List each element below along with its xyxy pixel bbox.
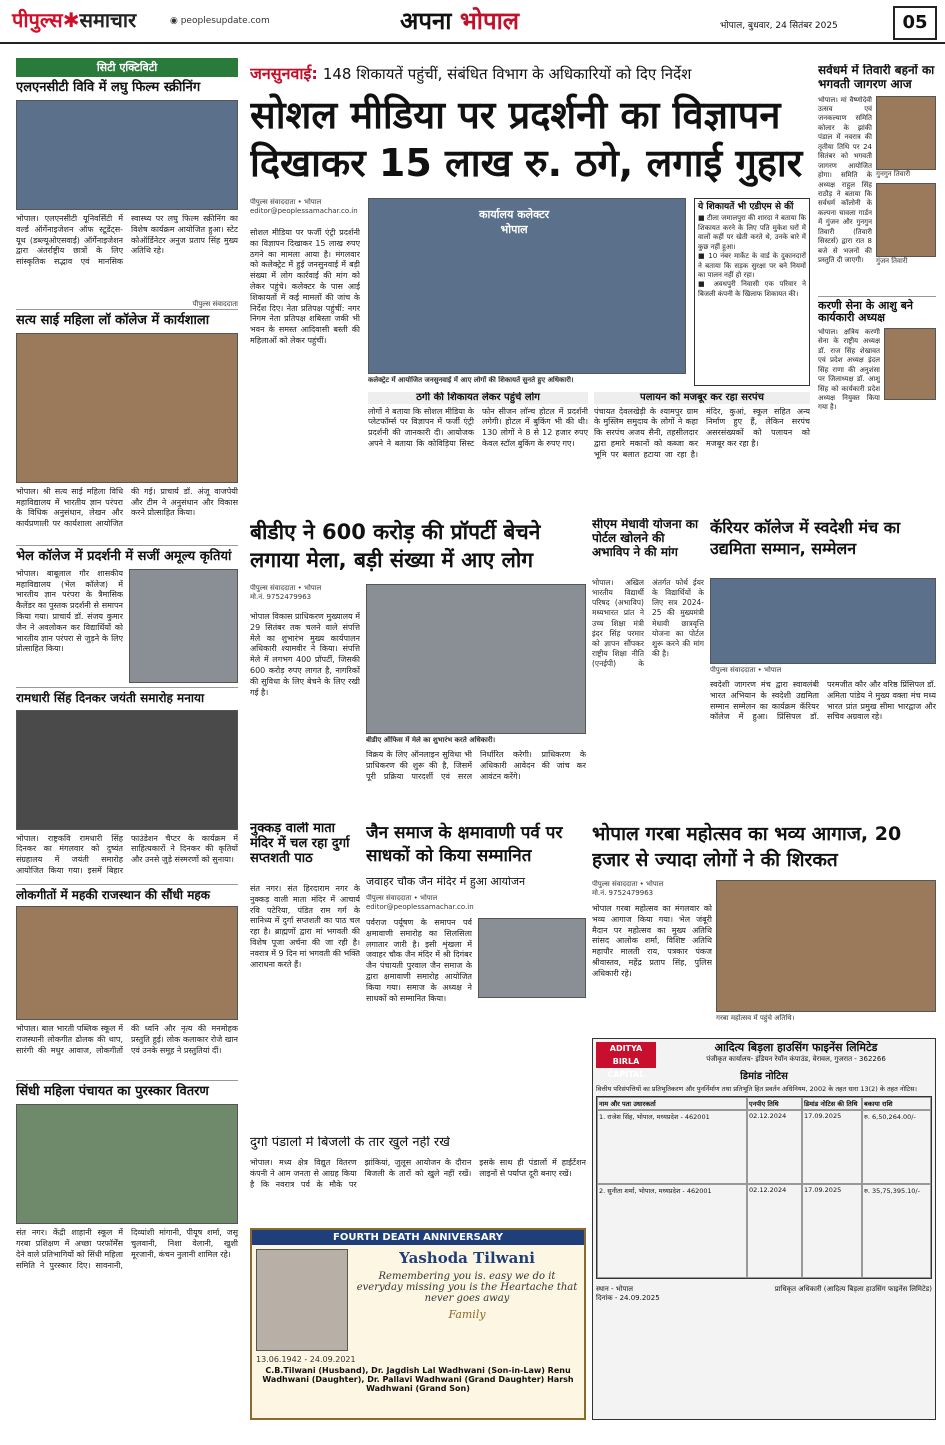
ad-col-head: नाम और पता उधारकर्ता <box>597 1097 747 1110</box>
logo-part-a: पीपुल्स <box>12 8 63 32</box>
jain-subhead: जवाहर चौक जैन मंदिर में हुआ आयोजन <box>366 876 526 888</box>
cm-body: भोपाल। अखिल भारतीय विद्यार्थी परिषद (अभाविप) मध्यभारत प्रांत ने उच्च शिक्षा मंत्री इंदर सिंह परमार को ज्ञापन सौंपकर राष्ट्रीय शिक्षा नीति (एनईपी) के अंतर्गत फोर्थ ईयर के विद्यार्थियों के लिए सत्र 2024-25 की मुख्यमंत्री मेधावी छात्रवृत्ति योजना का पोर्टल शुरू करने की मांग की है। <box>592 578 704 668</box>
anniversary-dates: 13.06.1942 - 24.09.2021 <box>256 1355 356 1364</box>
photo-gunjan <box>876 183 936 257</box>
story-dinkar-body: भोपाल। राष्ट्रकवि रामधारी सिंह दिनकर का मंगलवार को दुष्यंत संग्रहालय में जयंती समारोह आयोजित किया गया। इसमें बिहार फाउंडेशन चैप्टर के कार्यक्रम में साहित्यकारों ने दिनकर की कृतियों और उनसे जुड़े संस्मरणों को सुनाया। <box>16 833 238 875</box>
dateline: भोपाल, बुधवार, 24 सितंबर 2025 <box>720 21 838 31</box>
jain-photo <box>478 918 586 998</box>
sub-thagi-head[interactable]: ठगी की शिकायत लेकर पहुंचे लोग <box>368 392 588 404</box>
lead-kicker-label: जनसुनवाई: <box>250 64 318 83</box>
bda-byline: पीपुल्स संवाददाता • भोपाल <box>250 584 322 592</box>
caption-gunjan: गुंजन तिवारी <box>876 256 908 265</box>
anniversary-title: FOURTH DEATH ANNIVERSARY <box>252 1230 584 1245</box>
story-lnct-body: भोपाल। एलएनसीटी यूनिवर्सिटी में वर्ल्ड ऑर्गेनाइजेशन ऑफ स्टूडेंट्स-यूथ (डब्ल्यूओएसवाई) ऑर्गेनाइजेशन द्वारा अंतर्राष्ट्रीय छात्रों के लिए सांस्कृतिक सद्भाव एवं मानसिक स्वास्थ्य पर लघु फिल्म स्क्रीनिंग का विशेष कार्यक्रम आयोजित हुआ। स्टेट कोऑर्डिनेटर अनुज प्रताप सिंह मुख्य अतिथि रहे। <box>16 213 238 267</box>
globe-icon: ◉ <box>170 16 181 26</box>
anniversary-verse: Remembering you is. easy we do it everyday missing you is the Heartache that never goes away <box>356 1271 578 1304</box>
divider <box>16 1080 238 1081</box>
site-url-text: peoplesupdate.com <box>180 16 270 26</box>
anniversary-family: C.B.Tilwani (Husband), Dr. Jagdish Lal Wadhwani (Son-in-Law) Renu Wadhwani (Daughter), Dr. Pallavi Wadhwani (Grand Daughter) Harsh Wadhwani (Grand Son) <box>262 1366 574 1393</box>
ad-cell: 17.09.2025 <box>802 1184 862 1278</box>
tiwari-photos <box>876 96 936 292</box>
ad-cell: रु. 6,50,264.00/- <box>862 1110 931 1184</box>
photo-ashu <box>884 328 936 400</box>
anniversary-photo <box>256 1249 348 1351</box>
garba-phone: मो.नं. 9752479963 <box>592 889 654 897</box>
story-sindhi-head[interactable]: सिंधी महिला पंचायत का पुरस्कार वितरण <box>16 1084 209 1100</box>
ad-col-head: एनपीए तिथि <box>747 1097 802 1110</box>
collector-sign-b: भोपाल <box>500 223 528 236</box>
masthead <box>0 0 945 44</box>
garba-byline-box <box>592 880 712 902</box>
page-number: 05 <box>893 6 937 40</box>
lead-byline-box <box>250 198 360 226</box>
lead-body: सोशल मीडिया पर फर्जी एंट्री प्रदर्शनी का विज्ञापन दिखाकर 15 लाख रुपए ठगने का मामला आया है। मंगलवार को कलेक्ट्रेट में हुई जनसुनवाई में बड़ी संख्या में लोग कार्रवाई की मांग को लेकर पहुंचे। कलेक्टर के पास आई शिकायतों में कई मामलों की जांच के निर्देश दिए। नेता प्रतिपक्ष पहुंचीं: नगर निगम नेता प्रतिपक्ष शबिस्ता जकी भी भवन के समस्त आदिवासी बस्ती की महिलाओं को लेकर पहुंचीं। <box>250 228 360 345</box>
adm-item: ■ अवधपुरी निवासी एक परिवार ने बिजली कंपनी के खिलाफ शिकायत की। <box>698 280 807 298</box>
lead-kicker <box>250 64 810 88</box>
ad-place-date <box>596 1285 660 1303</box>
karni-head[interactable]: करणी सेना के आशु बने कार्यकारी अध्यक्ष <box>818 298 914 325</box>
story-law-college-head[interactable]: सत्य साई महिला लॉ कॉलेज में कार्यशाला <box>16 312 210 328</box>
newspaper-logo[interactable] <box>12 6 136 33</box>
bda-body2: विक्रय के लिए ऑनलाइन सुविधा भी प्राधिकरण की शुरू की है, जिसमें पूरी प्रक्रिया पारदर्शी एवं सरल निर्धारित करेगी। प्राधिकरण के अधिकारी आवेदन की जांच कर आवंटन करेंगे। <box>366 750 586 781</box>
site-url[interactable] <box>170 16 270 26</box>
logo-part-b: समाचार <box>79 8 137 32</box>
ad-cell: रु. 35,75,395.10/- <box>862 1184 931 1278</box>
logo-star-icon: ✱ <box>62 8 80 32</box>
adm-item: ■ टीला जमालपुरा की शारदा ने बताया कि शिकायत करने के लिए पति मुकेश घरों में वालों कहीं पर खेती करते थे, उनके बारे में कुछ नहीं हुआ। <box>698 214 807 251</box>
collector-sign-a: कार्यालय कलेक्टर <box>479 208 550 221</box>
jain-email: editor@peoplessamachar.co.in <box>366 903 474 911</box>
bda-byline-box <box>250 584 360 610</box>
sub-sarpanch-head[interactable]: पलायन को मजबूर कर रहा सरपंच <box>594 392 810 404</box>
lead-photo <box>368 198 686 374</box>
story-bhel-body: भोपाल। बाबूलाल गौर शासकीय महाविद्यालय (भेल कॉलेज) में भारतीय ज्ञान परंपरा के त्रैमासिक कैलेंडर का पुस्तक प्रदर्शनी से समापन किया गया। प्राचार्य डॉ. संजय कुमार जैन ने अवलोकन कर विद्यार्थियों को भारतीय ज्ञान परंपरा से जुड़ने के लिए प्रोत्साहित किया। <box>16 568 123 654</box>
jain-byline-box <box>366 894 586 916</box>
photo-law-college <box>16 333 238 483</box>
karni-body: भोपाल। क्षत्रिय करणी सेना के राष्ट्रीय अध्यक्ष डॉ. राज सिंह शेखावत एवं प्रदेश अध्यक्ष इंदल सिंह राणा की अनुशंसा पर जिलाध्यक्ष डॉ. आशु सिंह को कार्यकारी प्रदेश अध्यक्ष नियुक्त किया गया है। <box>818 327 880 412</box>
story-sindhi-body: संत नगर। केंद्री शाहानी स्कूल में गरबा प्रशिक्षण में अच्छा परफॉर्मेंस देने वाले प्रतिभागियों को सिंधी महिला समिति ने पुरस्कार दिए। सावनानी, दिव्यांशी मांगानी, पीयूष शर्मा, जसू चुलवानी, निशा वेलानी, खुशी मूरजानी, कंचन नुलानी शामिल रहे। <box>16 1228 238 1270</box>
lead-kicker-text: 148 शिकायतें पहुंचीं, संबंधित विभाग के अधिकारियों को दिए निर्देश <box>322 65 692 83</box>
garba-body: भोपाल गरबा महोत्सव का मंगलवार को भव्य आगाज किया गया। भेल जंबूरी मैदान पर महोत्सव का मुख्य अतिथि सांसद आलोक शर्मा, विशिष्ट अतिथि महापौर मालती राय, पत्रकार पंकज श्रीवास्तव, महेंद्र प्रताप सिंह, पुलिस अधिकारी रहे। <box>592 904 712 978</box>
bda-caption: बीडीए ऑफिस में मेले का शुभारंभ करते अधिकारी। <box>366 736 496 744</box>
bda-phone: मो.नं. 9752479963 <box>250 593 312 601</box>
lead-caption: कलेक्ट्रेट में आयोजित जनसुनवाई में आए लोगों की शिकायतें सुनते हुए अधिकारी। <box>368 376 574 384</box>
ad-date: दिनांक - 24.09.2025 <box>596 1293 660 1302</box>
adm-box-head: ये शिकायतें भी एडीएम से कीं <box>698 202 794 212</box>
ad-col-head: बकाया राशि <box>862 1097 931 1110</box>
jain-headline[interactable]: जैन समाज के क्षमावाणी पर्व पर साधकों को किया सम्मानित <box>366 823 563 866</box>
ad-address: पंजीकृत कार्यालय- इंडियन रेयॉन कंपाउंड, वेरावल, गुजरात - 362266 <box>706 1054 886 1063</box>
tiwari-head[interactable]: सर्वधर्म में तिवारी बहनों का भगवती जागरण आज <box>818 64 935 91</box>
section-title-a: अपना <box>400 7 452 35</box>
ad-place: स्थान - भोपाल <box>596 1284 633 1293</box>
photo-gungun <box>876 96 936 170</box>
section-title-b: भोपाल <box>459 7 520 35</box>
section-title <box>400 4 519 37</box>
ad-text: वित्तीय परिसंपत्तियों का प्रतिभूतिकरण और पुनर्निर्माण तथा प्रतिभूति हित प्रवर्तन अधिनियम, 2002 के तहत धारा 13(2) के तहत नोटिस। <box>596 1084 917 1093</box>
ad-cell: 2. सुनीता शर्मा, भोपाल, मध्यप्रदेश - 462001 <box>597 1184 747 1278</box>
jain-byline: पीपुल्स संवाददाता • भोपाल <box>366 894 438 902</box>
power-headline[interactable]: दुर्गा पंडालों में बिजली के तार खुले नहीं रखें <box>250 1136 450 1150</box>
sub-thagi-body: लोगों ने बताया कि सोशल मीडिया के प्लेटफॉर्म्स पर विज्ञापन में फर्जी एंट्री प्रदर्शनी की जानकारी दी। आयोजक अपने ने बताया कि कोविड़िया सिस्ट फोन सीजन लॉन्च होटल में प्रदर्शनी लगेगी। होटल में बुकिंग भी की थी। 130 लोगों ने 8 से 12 हजार रुपए केवल स्टॉल बुकिंग के रुपए गए। <box>368 406 588 448</box>
adm-box <box>694 198 810 386</box>
power-body: भोपाल। मध्य क्षेत्र विद्युत वितरण कंपनी ने आम जनता से आग्रह किया है कि नवरात्र पर्व के मौके पर झांकियां, जुलूस आयोजन के दौरान बिजली के तारों को खुले नहीं रखें। इसके साथ ही पंडालों में हाईटेंशन लाइनों से पर्याप्त दूरी बनाए रखें। <box>250 1158 586 1189</box>
adm-item-text: अवधपुरी निवासी एक परिवार ने बिजली कंपनी के खिलाफ शिकायत की। <box>698 280 807 298</box>
career-body: स्वदेशी जागरण मंच द्वारा स्वावलंबी भारत अभियान के स्वदेशी उद्यमिता सम्मान सम्मेलन का कार्यक्रम कॅरियर कॉलेज में हुआ। प्रिंसिपल डॉ. परमजीत कौर और वरिष्ठ प्रिंसिपल डॉ. अमिता पांडेय ने मुख्य वक्ता मंच मध्य भारत प्रांत प्रमुख सीमा भारद्वाज और सचिव अग्रवाल रहे। <box>710 680 936 722</box>
story-law-college-body: भोपाल। श्री सत्य साई महिला विधि महाविद्यालय में भारतीय ज्ञान परंपरा के विधिक अनुसंधान, लेखन और कार्यप्रणाली पर कार्यशाला आयोजित की गई। प्राचार्य डॉ. अंजू वाजपेयी और टीम ने अनुसंधान और विकास करने प्रोत्साहित किया। <box>16 486 238 529</box>
adm-item: ■ 10 नंबर मार्केट के वार्ड के दुकानदारों ने बताया कि सड़क सुरक्षा पर बने नियमों का पालन नहीं हो रहा। <box>698 252 806 279</box>
anniversary-family-label: Family <box>448 1308 486 1321</box>
ad-table <box>596 1096 932 1279</box>
photo-sindhi <box>16 1104 238 1224</box>
adm-item-text: 10 नंबर मार्केट के वार्ड के दुकानदारों ने बताया कि सड़क सुरक्षा पर बने नियमों का पालन नहीं हो रहा। <box>698 252 806 279</box>
ad-cell: 02.12.2024 <box>747 1184 802 1278</box>
ad-notice: डिमांड नोटिस <box>740 1071 788 1082</box>
jain-body: पर्वराज पर्यूषण के समापन पर्व क्षमावाणी समारोह का सिलसिला लगातार जारी है। इसी शृंखला में जवाहर चौक जैन मंदिर में श्री दिगंबर जैन पंचायती पुरवाल जैन समाज के द्वारा क्षमावाणी समारोह आयोजित किया गया। समाज के अध्यक्ष ने साधकों को सम्मानित किया। <box>366 918 472 1003</box>
garba-photo <box>716 880 936 1012</box>
photo-bhel <box>129 569 238 683</box>
aditya-birla-ad <box>592 1038 936 1420</box>
garba-byline: पीपुल्स संवाददाता • भोपाल <box>592 880 664 888</box>
story-bhel-wrap <box>16 569 238 683</box>
divider <box>16 884 238 885</box>
right-column <box>818 64 936 510</box>
collector-sign <box>479 207 549 237</box>
ad-footer <box>596 1285 932 1303</box>
city-activity-tag: सिटी एक्टिविटी <box>16 58 238 77</box>
divider <box>818 296 936 297</box>
anniversary-name: Yashoda Tilwani <box>399 1249 535 1267</box>
story-bhel-head[interactable]: भेल कॉलेज में प्रदर्शनी में सजीं अमूल्य कृतियां <box>16 548 232 564</box>
divider <box>16 309 238 310</box>
bda-photo <box>366 584 586 734</box>
story-folk-body: भोपाल। बाल भारती पब्लिक स्कूल में राजस्थानी लोकगीत ढोलक की थाप, सारंगी की मधुर आवाज, लोकगीतों की ध्वनि और नृत्य की मनमोहक प्रस्तुति हुई। लोक कलाकार रोजे खान एवं उनके समूह ने प्रस्तुतियां दीं। <box>16 1024 238 1055</box>
anniversary-text <box>354 1249 580 1351</box>
bda-headline[interactable]: बीडीए ने 600 करोड़ की प्रॉपर्टी बेचने लगाया मेला, बड़ी संख्या में आए लोग <box>250 520 541 573</box>
ad-sign: प्राधिकृत अधिकारी (आदित्य बिड़ला हाउसिंग फाइनेंस लिमिटेड) <box>774 1284 932 1293</box>
story-folk-head[interactable]: लोकगीतों में महकी राजस्थान की सौंधी महक <box>16 887 210 902</box>
garba-caption: गरबा महोत्सव में पहुंचे अतिथि। <box>716 1014 795 1022</box>
career-photo <box>710 578 936 664</box>
ad-cell: 1. राजेश सिंह, भोपाल, मध्यप्रदेश - 462001 <box>597 1110 747 1184</box>
career-byline: पीपुल्स संवाददाता • भोपाल <box>710 666 782 674</box>
divider <box>16 545 238 546</box>
sub-sarpanch <box>594 392 810 512</box>
career-headline[interactable]: कॅरियर कॉलेज में स्वदेशी मंच का उद्यमिता सम्मान, सम्मेलन <box>710 518 901 558</box>
tiwari-body: भोपाल। मां वैष्णोदेवी उत्सव एवं जनकल्याण समिति कोलार के झांकी पंडाल में नवरात्र की तृतीया तिथि पर 24 सितंबर को भगवती जागरण आयोजित होगा। समिति के अध्यक्ष राहुल सिंह राठौड़ ने बताया कि सर्वधर्म कॉलोनी के कल्पना चावला गार्डन में गुंजन और गुनगुन तिवारी (तिवारी सिस्टर्स) द्वारा रात 8 बजे से भजनों की प्रस्तुति दी जाएगी। <box>818 95 872 265</box>
navdurga-headline[interactable]: नुक्कड़ वाली माता मंदिर में चल रहा दुर्गा सप्तशती पाठ <box>250 822 350 866</box>
lead-byline: पीपुल्स संवाददाता • भोपाल <box>250 198 322 206</box>
caption-gungun: गुनगुन तिवारी <box>876 169 911 178</box>
lead-headline[interactable]: सोशल मीडिया पर प्रदर्शनी का विज्ञापन दिखाकर 15 लाख रु. ठगे, लगाई गुहार <box>250 93 803 185</box>
story-dinkar-head[interactable]: रामधारी सिंह दिनकर जयंती समारोह मनाया <box>16 690 205 705</box>
karni-wrap <box>818 328 936 458</box>
sub-sarpanch-body: पंचायत देवलखेड़ी के श्यामपुर ग्राम के मुस्लिम समुदाय के लोगों ने कहा कि सरपंच अजय सैनी, तहसीलदार द्वारा हमारे मकानों को कब्जा कर भूमि पर बलात हटाया जा रहा है। मंदिर, कुआं, स्कूल सहित अन्य निर्माण हुए हैं, लेकिन सरपंच असरसंख्यकों को पलायन को मजबूर कर रहा है। <box>594 406 810 459</box>
garba-headline[interactable]: भोपाल गरबा महोत्सव का भव्य आगाज, 20 हजार से ज्यादा लोगों ने की शिरकत <box>592 823 902 871</box>
cm-headline[interactable]: सीएम मेधावी योजना का पोर्टल खोलने की अभाविप ने की मांग <box>592 518 699 559</box>
story-lnct-head[interactable]: एलएनसीटी विवि में लघु फिल्म स्क्रीनिंग <box>16 80 201 95</box>
ad-brand: ADITYA BIRLA CAPITAL <box>596 1042 656 1068</box>
ad-title: आदित्य बिड़ला हाउसिंग फाइनेंस लिमिटेड <box>714 1041 878 1054</box>
ad-title-wrap <box>660 1042 932 1068</box>
credit-1: पीपुल्स संवाददाता <box>192 299 238 308</box>
anniversary-inner <box>252 1245 584 1355</box>
adm-item-text: टीला जमालपुरा की शारदा ने बताया कि शिकायत करने के लिए पति मुकेश घरों में वालों कहीं पर खेती करते थे, उनके बारे में कुछ नहीं हुआ। <box>698 214 807 251</box>
photo-folk <box>16 906 238 1020</box>
ad-col-head: डिमांड नोटिस की तिथि <box>802 1097 862 1110</box>
photo-lnct <box>16 100 238 210</box>
ad-cell: 02.12.2024 <box>747 1110 802 1184</box>
bda-body: भोपाल विकास प्राधिकरण मुख्यालय में 29 सितंबर तक चलने वाले संपत्ति मेले का शुभारंभ मुख्य कार्यपालन अधिकारी श्यामवीर ने किया। संपत्ति मेले में लगभग 400 प्रॉपर्टी, जिसकी 600 करोड़ रुपए लागत है, नागरिकों की सुविधा के लिए बेचने के लिए रखी गई है। <box>250 612 360 697</box>
tiwari-wrap <box>818 96 936 292</box>
divider <box>16 687 238 688</box>
lead-email: editor@peoplessamachar.co.in <box>250 207 358 215</box>
photo-dinkar <box>16 710 238 830</box>
ad-cell: 17.09.2025 <box>802 1110 862 1184</box>
left-column <box>16 58 238 1438</box>
sub-thagi <box>368 392 588 512</box>
navdurga-body: संत नगर। संत हिरदाराम नगर के नुक्कड़ वाली माता मंदिर में आचार्य रवि पटेरिया, पंडित राम गर्ग के सानिध्य में दुर्गा सप्तशती का पाठ चल रहा है। ब्राह्मणों द्वारा मां भगवती की विशेष पूजा अर्चना की जा रही है। नवरात्र में 9 दिन मां भगवती की भक्ति आराधना करते हैं। <box>250 884 360 969</box>
anniversary-box <box>250 1228 586 1420</box>
